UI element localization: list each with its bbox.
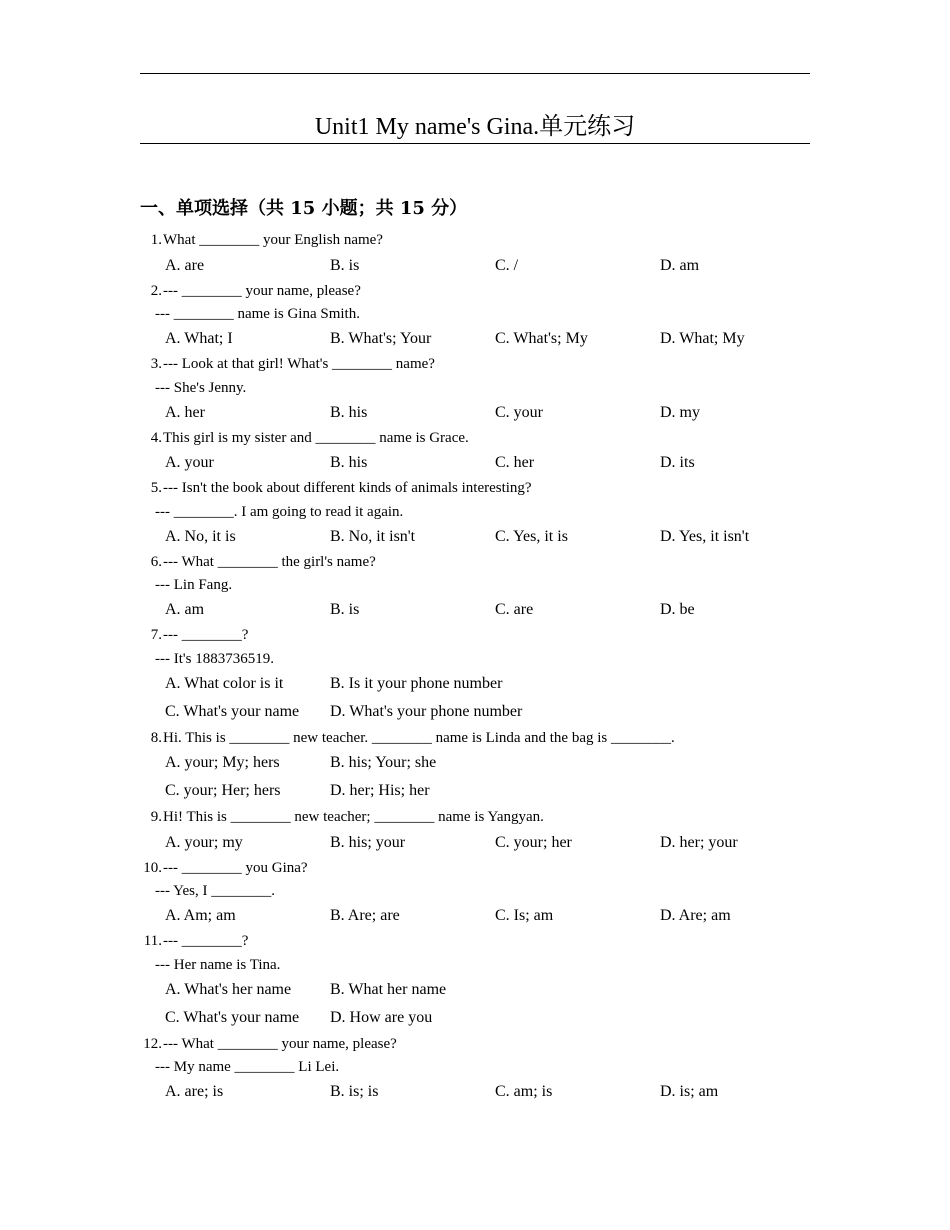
answer-option-c[interactable]: C. Is; am	[495, 907, 554, 924]
answer-option-c[interactable]: C. What's; My	[495, 330, 588, 347]
question-text: --- ________ you Gina?	[163, 859, 308, 876]
answer-options	[0, 400, 950, 427]
answer-options	[0, 597, 950, 624]
answer-option-c[interactable]: C. your; Her; hers	[165, 782, 281, 799]
question-stem	[0, 427, 950, 451]
answer-options	[0, 1079, 950, 1106]
question-reply: --- ________ name is Gina Smith.	[155, 306, 360, 322]
answer-options	[0, 830, 950, 857]
question-reply: --- ________. I am going to read it again.	[155, 503, 404, 520]
question-text: This girl is my sister and ________ name is Grace.	[163, 429, 469, 446]
answer-option-a[interactable]: A. What's her name	[165, 980, 292, 998]
answer-option-d[interactable]: D. my	[660, 403, 700, 421]
answer-option-d[interactable]: D. be	[660, 601, 695, 618]
answer-option-b[interactable]: B. is	[330, 601, 360, 618]
answer-option-c[interactable]: C. are	[495, 601, 534, 618]
question-number: 11.	[143, 933, 162, 949]
answer-option-b[interactable]: B. is	[330, 256, 360, 274]
question-number: 4.	[150, 429, 162, 446]
answer-option-d[interactable]: D. What's your phone number	[330, 702, 523, 720]
question-number: 3.	[150, 356, 162, 372]
answer-option-d[interactable]: D. am	[660, 256, 700, 274]
answer-options	[0, 977, 950, 1033]
answer-option-b[interactable]: B. his; Your; she	[330, 754, 437, 771]
question-text: Hi! This is ________ new teacher; ________ name is Yangyan.	[163, 809, 544, 825]
answer-option-a[interactable]: A. her	[165, 403, 205, 421]
answer-options	[0, 524, 950, 551]
question-6	[0, 551, 950, 625]
question-text: --- ________ your name, please?	[163, 282, 361, 299]
question-10	[0, 857, 950, 931]
question-text: What ________ your English name?	[163, 232, 383, 248]
question-number: 8.	[150, 729, 162, 746]
question-text: Hi. This is ________ new teacher. ________ name is Linda and the bag is ________.	[163, 729, 675, 746]
question-stem	[0, 229, 950, 253]
answer-option-b[interactable]: B. What's; Your	[330, 330, 432, 347]
answer-option-a[interactable]: A. What color is it	[165, 674, 284, 692]
question-number: 10.	[143, 859, 162, 876]
question-9	[0, 806, 950, 857]
question-5	[0, 477, 950, 551]
answer-options	[0, 750, 950, 806]
answer-option-d[interactable]: D. Are; am	[660, 907, 731, 924]
question-8	[0, 727, 950, 807]
answer-option-c[interactable]: C. /	[495, 256, 519, 274]
question-4	[0, 427, 950, 478]
question-reply: --- It's 1883736519.	[155, 650, 274, 667]
answer-options	[0, 253, 950, 280]
section-heading: 一、单项选择（共 15 小题；共 15 分）	[140, 198, 468, 219]
answer-options	[0, 326, 950, 353]
question-number: 12.	[143, 1035, 162, 1052]
answer-option-d[interactable]: D. Yes, it isn't	[660, 527, 750, 545]
question-11	[0, 930, 950, 1033]
question-number: 7.	[150, 627, 162, 643]
question-stem	[0, 551, 950, 575]
answer-option-d[interactable]: D. its	[660, 454, 695, 471]
question-2	[0, 280, 950, 354]
question-text: --- Look at that girl! What's ________ name?	[163, 356, 435, 372]
question-stem	[0, 727, 950, 751]
answer-option-d[interactable]: D. her; His; her	[330, 782, 430, 799]
question-stem	[0, 806, 950, 830]
page-title: Unit1 My name's Gina.单元练习	[140, 112, 810, 144]
answer-option-c[interactable]: C. Yes, it is	[495, 527, 568, 545]
answer-option-c[interactable]: C. your	[495, 403, 543, 421]
answer-option-c[interactable]: C. What's your name	[165, 702, 300, 720]
question-text: --- What ________ the girl's name?	[163, 553, 376, 570]
answer-option-b[interactable]: B. Is it your phone number	[330, 674, 503, 692]
question-text: --- Isn't the book about different kinds of animals interesting?	[163, 480, 532, 496]
answer-option-c[interactable]: C. What's your name	[165, 1008, 300, 1026]
answer-option-a[interactable]: A. Am; am	[165, 907, 236, 924]
answer-options	[0, 450, 950, 477]
answer-option-a[interactable]: A. your; My; hers	[165, 754, 280, 771]
question-text: --- ________?	[163, 627, 249, 643]
question-reply: --- My name ________ Li Lei.	[155, 1059, 340, 1075]
question-number: 6.	[150, 553, 162, 570]
header-rule	[140, 73, 810, 74]
question-list	[0, 229, 950, 1106]
answer-option-d[interactable]: D. What; My	[660, 330, 745, 347]
question-reply: --- Yes, I ________.	[155, 883, 275, 899]
question-number: 1.	[150, 232, 162, 248]
question-text: --- What ________ your name, please?	[163, 1035, 397, 1052]
answer-option-d[interactable]: D. is; am	[660, 1083, 719, 1100]
answer-option-a[interactable]: A. your; my	[165, 833, 243, 851]
question-reply: --- Her name is Tina.	[155, 956, 281, 973]
answer-option-c[interactable]: C. your; her	[495, 833, 572, 851]
question-stem	[0, 624, 950, 648]
question-number: 2.	[150, 282, 162, 299]
question-stem	[0, 857, 950, 881]
answer-options	[0, 671, 950, 727]
answer-option-a[interactable]: A. are; is	[165, 1083, 224, 1100]
answer-option-a[interactable]: A. your	[165, 454, 214, 471]
answer-option-a[interactable]: A. am	[165, 601, 205, 618]
question-text: --- ________?	[163, 933, 249, 949]
answer-option-a[interactable]: A. are	[165, 256, 205, 274]
question-stem	[0, 930, 950, 954]
question-7	[0, 624, 950, 727]
answer-option-a[interactable]: A. No, it is	[165, 527, 236, 545]
question-number: 5.	[150, 480, 162, 496]
answer-option-b[interactable]: B. his	[330, 403, 368, 421]
answer-options	[0, 903, 950, 930]
question-stem	[0, 477, 950, 501]
question-reply: --- Lin Fang.	[155, 577, 233, 593]
answer-option-d[interactable]: D. her; your	[660, 833, 738, 851]
answer-option-d[interactable]: D. How are you	[330, 1008, 433, 1026]
answer-option-c[interactable]: C. am; is	[495, 1083, 553, 1100]
answer-option-b[interactable]: B. Are; are	[330, 907, 400, 924]
question-1	[0, 229, 950, 280]
answer-option-b[interactable]: B. his	[330, 454, 368, 471]
answer-option-b[interactable]: B. is; is	[330, 1083, 379, 1100]
question-3	[0, 353, 950, 427]
question-stem	[0, 280, 950, 304]
answer-option-b[interactable]: B. No, it isn't	[330, 527, 416, 545]
question-stem	[0, 1033, 950, 1057]
question-number: 9.	[150, 809, 162, 825]
answer-option-c[interactable]: C. her	[495, 454, 535, 471]
question-reply: --- She's Jenny.	[155, 379, 247, 396]
answer-option-b[interactable]: B. What her name	[330, 980, 447, 998]
question-12	[0, 1033, 950, 1107]
answer-option-b[interactable]: B. his; your	[330, 833, 406, 851]
question-stem	[0, 353, 950, 377]
answer-option-a[interactable]: A. What; I	[165, 330, 233, 347]
